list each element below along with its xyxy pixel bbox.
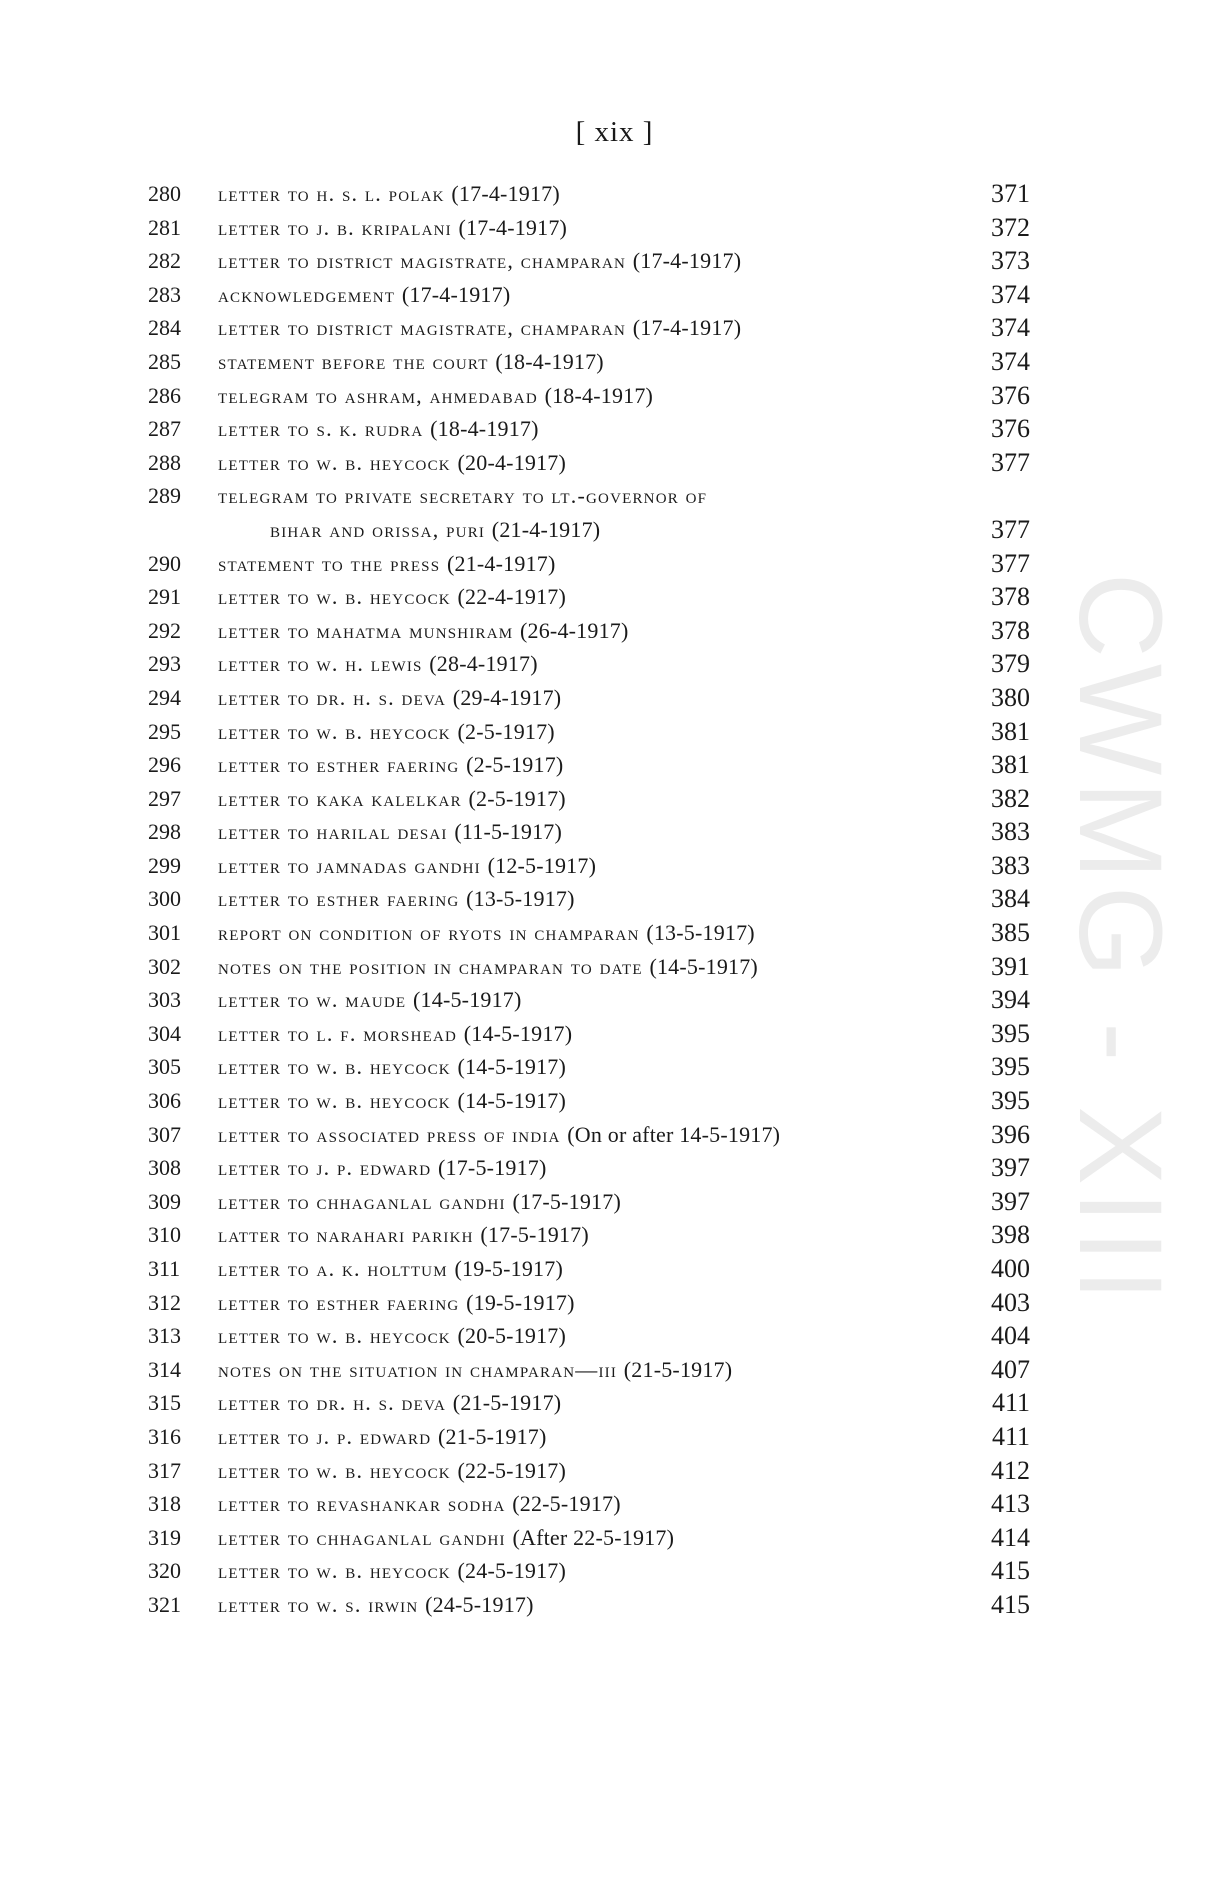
toc-entry [148, 950, 1030, 984]
toc-entry [148, 815, 1030, 849]
entry-title-text: letter to w. b. heycock [218, 1323, 451, 1349]
entry-title [218, 1353, 938, 1387]
entry-date: (21-5-1917) [452, 1390, 562, 1416]
entry-page-number: 376 [991, 380, 1030, 410]
entry-page-number: 378 [991, 615, 1030, 645]
entry-title [218, 950, 938, 984]
entry-title [218, 1185, 938, 1219]
entry-number: 317 [148, 1457, 181, 1483]
entry-title-text: letter to dr. h. s. deva [218, 684, 447, 710]
entry-page-number: 395 [991, 1052, 1030, 1082]
entry-title-text: statement to the press [218, 550, 441, 576]
entry-date: (After 22-5-1917) [512, 1524, 675, 1550]
entry-title-text: letter to s. k. rudra [218, 416, 424, 442]
entry-title [218, 311, 938, 345]
entry-page-number: 371 [991, 179, 1030, 208]
entry-number: 305 [148, 1054, 181, 1080]
entry-title-line1: telegram to private secretary to lt.-governor of [218, 483, 708, 509]
toc-entry [148, 1218, 1030, 1252]
entry-number: 291 [148, 584, 181, 610]
entry-page-number: 404 [991, 1321, 1030, 1351]
entry-page-number: 383 [991, 850, 1030, 880]
entry-number: 285 [148, 348, 181, 374]
entry-date: (2-5-1917) [468, 785, 566, 811]
toc-entry [148, 1017, 1030, 1051]
entry-title [218, 614, 938, 648]
entry-date: (11-5-1917) [454, 819, 563, 845]
entry-title-text: latter to narahari parikh [218, 1222, 474, 1248]
toc-entry [148, 715, 1030, 749]
watermark [1040, 490, 1200, 1390]
entry-number: 288 [148, 449, 181, 475]
entry-page-number: 377 [991, 447, 1030, 477]
entry-date: (13-5-1917) [466, 886, 575, 912]
toc-entry [148, 580, 1030, 614]
toc-entry [148, 614, 1030, 648]
toc-entry [148, 916, 1030, 950]
entry-title [218, 1218, 938, 1252]
entry-date: (24-5-1917) [457, 1558, 567, 1584]
entry-date: (17-4-1917) [458, 214, 568, 240]
entry-date: (17-4-1917) [451, 181, 560, 206]
entry-number: 297 [148, 785, 181, 811]
entry-page-number: 407 [991, 1354, 1030, 1384]
entry-date: (14-5-1917) [457, 1054, 567, 1080]
entry-page-number: 403 [991, 1287, 1030, 1317]
entry-page-number: 414 [991, 1522, 1030, 1552]
entry-date: (20-5-1917) [457, 1323, 567, 1349]
entry-date: (22-4-1917) [457, 584, 567, 610]
entry-page-number: 395 [991, 1086, 1030, 1116]
entry-number: 300 [148, 886, 181, 912]
entry-number: 293 [148, 651, 181, 677]
entry-title-text: letter to esther faering [218, 886, 460, 912]
entry-page-number: 377 [991, 548, 1030, 578]
entry-page-number: 383 [991, 817, 1030, 847]
toc-entry [148, 1185, 1030, 1219]
entry-date: (29-4-1917) [452, 684, 562, 710]
entry-title-text: letter to w. s. irwin [218, 1591, 419, 1617]
entry-number: 315 [148, 1390, 181, 1416]
entry-title-text: report on condition of ryots in champaran [218, 920, 640, 946]
entry-number: 298 [148, 819, 181, 845]
toc-entry [148, 1319, 1030, 1353]
toc-entry [148, 748, 1030, 782]
entry-date: (17-4-1917) [401, 281, 511, 307]
entry-title-text: letter to j. p. edward [218, 1155, 432, 1181]
entry-title [218, 1588, 938, 1622]
entry-date: (21-5-1917) [438, 1423, 547, 1449]
entry-title [218, 1386, 938, 1420]
entry-date: (22-5-1917) [512, 1491, 621, 1517]
entry-title [218, 916, 938, 950]
entry-number: 318 [148, 1491, 181, 1517]
entry-date: (17-5-1917) [512, 1188, 621, 1214]
entry-title-text: letter to esther faering [218, 1289, 460, 1315]
entry-title [218, 345, 938, 379]
toc-entry [148, 479, 1030, 546]
entry-page-number: 374 [991, 346, 1030, 376]
entry-title [218, 748, 938, 782]
entry-title-text: letter to w. b. heycock [218, 718, 451, 744]
entry-title [218, 1252, 938, 1286]
toc-entry [148, 211, 1030, 245]
entry-date: (14-5-1917) [649, 953, 758, 979]
entry-title-text: letter to w. b. heycock [218, 1054, 451, 1080]
toc-entry [148, 1588, 1030, 1622]
entry-date: (14-5-1917) [413, 987, 522, 1013]
entry-page-number: 381 [991, 750, 1030, 780]
entry-date: (17-5-1917) [480, 1222, 589, 1248]
entry-title-text: letter to w. b. heycock [218, 1088, 451, 1114]
toc-entry [148, 547, 1030, 581]
entry-title-line2: bihar and orissa, puri [270, 516, 486, 542]
toc-entry [148, 446, 1030, 480]
entry-title [218, 580, 938, 614]
entry-date: (On or after 14-5-1917) [567, 1121, 781, 1147]
entry-number: 299 [148, 852, 181, 878]
entry-title-text: letter to dr. h. s. deva [218, 1390, 447, 1416]
entry-title [218, 1050, 938, 1084]
entry-number: 320 [148, 1558, 181, 1584]
entry-title [218, 177, 938, 211]
entry-title-text: letter to w. b. heycock [218, 1457, 451, 1483]
toc-entry [148, 983, 1030, 1017]
entry-title [218, 1420, 938, 1454]
entry-page-number: 373 [991, 246, 1030, 276]
entry-page-number: 379 [991, 649, 1030, 679]
entry-date: (24-5-1917) [425, 1591, 534, 1617]
entry-title-text: letter to w. b. heycock [218, 449, 451, 475]
entry-title-text: letter to j. p. edward [218, 1423, 432, 1449]
entry-number: 286 [148, 382, 181, 408]
entry-page-number: 376 [991, 414, 1030, 444]
entry-title-text: letter to revashankar sodha [218, 1491, 506, 1517]
entry-number: 321 [148, 1591, 181, 1617]
entry-number: 306 [148, 1088, 181, 1114]
watermark-text: CWMG - XIII [1054, 572, 1186, 1308]
toc-entry [148, 311, 1030, 345]
entry-title-text: letter to w. b. heycock [218, 1558, 451, 1584]
entry-page-number: 381 [991, 716, 1030, 746]
entry-number: 312 [148, 1289, 181, 1315]
entry-date: (17-5-1917) [438, 1155, 547, 1181]
entry-date: (28-4-1917) [429, 651, 538, 677]
entry-title [218, 547, 938, 581]
entry-title [218, 815, 938, 849]
entry-page-number: 396 [991, 1119, 1030, 1149]
entry-page-number: 415 [991, 1556, 1030, 1586]
toc-entry [148, 1286, 1030, 1320]
entry-title-text: letter to jamnadas gandhi [218, 852, 481, 878]
entry-page-number: 391 [991, 951, 1030, 981]
entry-title-text: letter to chhaganlal gandhi [218, 1188, 506, 1214]
entry-title [218, 1554, 938, 1588]
entry-date: (20-4-1917) [457, 449, 567, 475]
entry-title [218, 1017, 938, 1051]
entry-number: 280 [148, 181, 181, 206]
entry-date: (19-5-1917) [466, 1289, 575, 1315]
entry-page-number: 380 [991, 682, 1030, 712]
entry-title [218, 681, 938, 715]
entry-number: 287 [148, 416, 181, 442]
entry-title-text: notes on the situation in champaran—iii [218, 1356, 618, 1382]
toc-entry [148, 379, 1030, 413]
entry-title [218, 882, 938, 916]
entry-number: 292 [148, 617, 181, 643]
entry-title [218, 244, 938, 278]
entry-title-text: letter to w. b. heycock [218, 584, 451, 610]
entry-title [218, 211, 938, 245]
entry-title-text: letter to kaka kalelkar [218, 785, 462, 811]
entry-title [218, 1118, 938, 1152]
entry-title-text: acknowledgement [218, 281, 396, 307]
entry-title [218, 983, 938, 1017]
toc-entry [148, 278, 1030, 312]
entry-number: 284 [148, 315, 181, 341]
toc-entry [148, 1151, 1030, 1185]
entry-title-text: letter to l. f. morshead [218, 1020, 458, 1046]
entry-page-number: 374 [991, 313, 1030, 343]
entry-date: (18-4-1917) [495, 348, 604, 374]
entry-page-number: 398 [991, 1220, 1030, 1250]
entry-title-text: telegram to ashram, ahmedabad [218, 382, 538, 408]
entry-number: 296 [148, 752, 181, 778]
entry-page-number: 374 [991, 279, 1030, 309]
entry-page-number: 415 [991, 1589, 1030, 1619]
entry-date: (12-5-1917) [487, 852, 597, 878]
entry-number: 294 [148, 684, 181, 710]
entry-page-number: 395 [991, 1018, 1030, 1048]
entry-title-text: letter to w. h. lewis [218, 651, 423, 677]
entry-date: (18-4-1917) [430, 416, 539, 442]
entry-page-number: 385 [991, 918, 1030, 948]
entry-date: (18-4-1917) [544, 382, 654, 408]
entry-title [218, 379, 938, 413]
toc-entry [148, 244, 1030, 278]
entry-page-number: 378 [991, 582, 1030, 612]
entry-title [218, 1319, 938, 1353]
entry-page-number: 372 [991, 212, 1030, 242]
entry-title [218, 446, 938, 480]
entry-page-number: 400 [991, 1254, 1030, 1283]
toc-entry [148, 345, 1030, 379]
entry-number: 304 [148, 1020, 181, 1046]
entry-number: 281 [148, 214, 181, 240]
entry-title-text: notes on the position in champaran to date [218, 953, 643, 979]
entry-title-text: letter to harilal desai [218, 819, 448, 845]
entry-title-text: letter to a. k. holttum [218, 1256, 448, 1281]
entry-title-text: letter to w. maude [218, 987, 407, 1013]
toc-entry [148, 1050, 1030, 1084]
entry-title [218, 1454, 938, 1488]
entry-title [218, 849, 938, 883]
entry-number: 303 [148, 987, 181, 1013]
entry-title-text: letter to h. s. l. polak [218, 181, 445, 206]
entry-title-text: statement before the court [218, 348, 489, 374]
entry-date: (21-4-1917) [446, 550, 556, 576]
entry-page-number: 394 [991, 985, 1030, 1015]
toc-entry [148, 177, 1030, 211]
page-number-header: [ xix ] [575, 116, 654, 148]
entry-title [218, 1151, 938, 1185]
entry-date: (21-5-1917) [623, 1356, 733, 1382]
toc-entry [148, 1118, 1030, 1152]
entry-date: (17-4-1917) [632, 315, 742, 341]
entry-date: (26-4-1917) [520, 617, 629, 643]
toc-entry [148, 782, 1030, 816]
entry-title [218, 715, 938, 749]
entry-page-number: 384 [991, 884, 1030, 914]
entry-title-text: letter to mahatma munshiram [218, 617, 514, 643]
entry-title [218, 1084, 938, 1118]
entry-page-number: 397 [991, 1153, 1030, 1183]
entry-number: 316 [148, 1423, 181, 1449]
entry-page-number: 377 [991, 514, 1030, 544]
entry-number: 290 [148, 550, 181, 576]
entry-number: 309 [148, 1188, 181, 1214]
entry-date: (13-5-1917) [646, 920, 755, 946]
entry-number: 311 [148, 1256, 181, 1281]
toc-entry [148, 1487, 1030, 1521]
entry-title [218, 1487, 938, 1521]
entry-number: 310 [148, 1222, 181, 1248]
entry-date: (19-5-1917) [454, 1256, 563, 1281]
entry-date: (2-5-1917) [457, 718, 555, 744]
entry-number: 313 [148, 1323, 181, 1349]
entry-title [218, 782, 938, 816]
entry-number: 295 [148, 718, 181, 744]
toc-entry [148, 882, 1030, 916]
toc-entry [148, 647, 1030, 681]
toc-entry [148, 1554, 1030, 1588]
toc-entry [148, 1353, 1030, 1387]
entry-number: 319 [148, 1524, 181, 1550]
entry-title-text: letter to j. b. kripalani [218, 214, 452, 240]
entry-page-number: 412 [991, 1455, 1030, 1485]
entry-number: 314 [148, 1356, 181, 1382]
entry-number: 301 [148, 920, 181, 946]
entry-title [218, 1286, 938, 1320]
entry-number: 283 [148, 281, 181, 307]
entry-title [218, 1521, 938, 1555]
entry-title [218, 647, 938, 681]
toc-entry [148, 1521, 1030, 1555]
entry-title [218, 412, 938, 446]
entry-number: 302 [148, 953, 181, 979]
entry-number: 308 [148, 1155, 181, 1181]
toc-entry [148, 1252, 1030, 1286]
entry-number: 289 [148, 483, 181, 509]
toc-entry [148, 412, 1030, 446]
toc-entry [148, 849, 1030, 883]
entry-date: (17-4-1917) [632, 248, 742, 274]
entry-title-text: letter to district magistrate, champaran [218, 248, 627, 274]
entry-title [218, 479, 938, 546]
entry-date: (21-4-1917) [491, 516, 601, 542]
entry-page-number: 382 [991, 783, 1030, 813]
entry-page-number: 397 [991, 1186, 1030, 1216]
table-of-contents [148, 177, 1030, 1622]
entry-title-text: letter to district magistrate, champaran [218, 315, 627, 341]
entry-number: 282 [148, 248, 181, 274]
entry-page-number: 411 [991, 1388, 1030, 1418]
toc-entry [148, 1420, 1030, 1454]
entry-page-number: 413 [991, 1489, 1030, 1519]
toc-entry [148, 1454, 1030, 1488]
entry-date: (2-5-1917) [466, 752, 564, 778]
entry-title-text: letter to esther faering [218, 752, 460, 778]
entry-date: (22-5-1917) [457, 1457, 567, 1483]
entry-title [218, 278, 938, 312]
entry-date: (14-5-1917) [463, 1020, 573, 1046]
toc-entry [148, 1386, 1030, 1420]
entry-title-text: letter to associated press of india [218, 1121, 561, 1147]
toc-entry [148, 1084, 1030, 1118]
toc-entry [148, 681, 1030, 715]
entry-date: (14-5-1917) [457, 1088, 567, 1114]
entry-title-text: letter to chhaganlal gandhi [218, 1524, 506, 1550]
entry-page-number: 411 [991, 1421, 1030, 1451]
entry-number: 307 [148, 1121, 181, 1147]
